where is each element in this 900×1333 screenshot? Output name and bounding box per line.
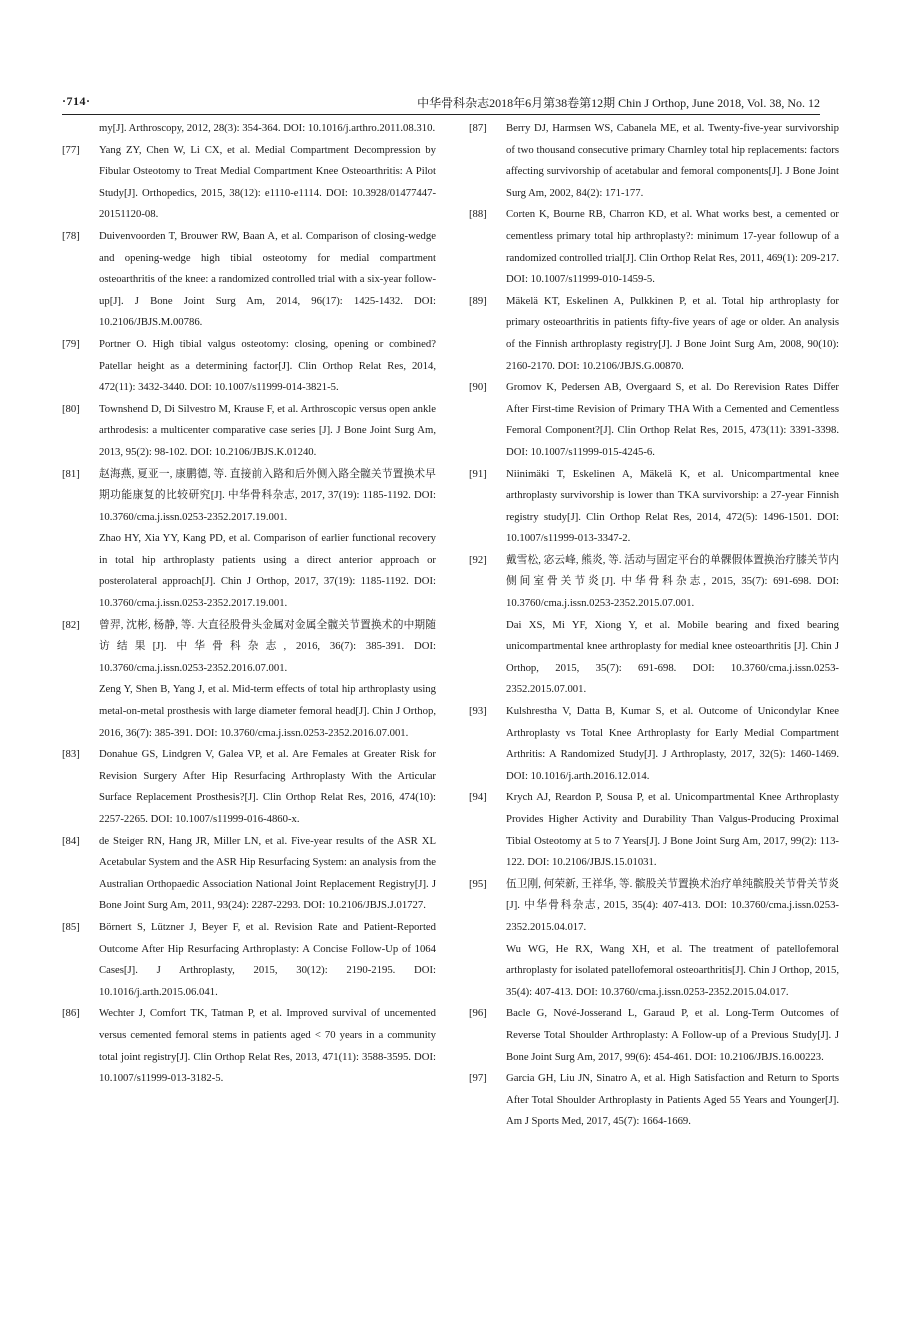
reference-text: Krych AJ, Reardon P, Sousa P, et al. Unicompartmental Knee Arthroplasty Provides Higher Activity and Durability Than Valgus-Producing Proximal Tibial Osteotomy at 5 to 7 Years[J]. J Bone Joint Surg Am, 2017, 99(2): 113-122. DOI: 10.2106/JBJS.15.01031. <box>506 791 839 869</box>
reference-item <box>62 118 436 140</box>
reference-text: 戴雪松, 宓云峰, 熊炎, 等. 活动与固定平台的单髁假体置换治疗膝关节内侧间室骨关节炎[J]. 中华骨科杂志, 2015, 35(7): 691-698. DOI: 10.3760/cma.j.issn.0253-2352.2015.07.001. <box>506 553 839 610</box>
reference-text: Yang ZY, Chen W, Li CX, et al. Medial Compartment Decompression by Fibular Osteotomy to Treat Medial Compartment Knee Osteoarthritis: A Pilot Study[J]. Orthopedics, 2015, 38(12): e1110-e1114. DOI: 10.3928/01477447-20151120-08. <box>99 143 436 221</box>
reference-number: [96] <box>469 1007 487 1020</box>
reference-number: [77] <box>62 143 80 156</box>
reference-text: Kulshrestha V, Datta B, Kumar S, et al. Outcome of Unicondylar Knee Arthroplasty vs Total Knee Arthroplasty for Early Medial Compartment Arthritis: A Randomized Study[J]. J Arthroplasty, 2017, 32(5): 1460-1469. DOI: 10.1016/j.arth.2016.12.014. <box>506 705 839 782</box>
reference-number: [82] <box>62 618 80 631</box>
reference-number: [95] <box>469 877 487 890</box>
reference-item <box>62 140 436 226</box>
reference-text: Berry DJ, Harmsen WS, Cabanela ME, et al. Twenty-five-year survivorship of two thousand consecutive primary Charnley total hip replacements: factors affecting survivorship of acetabular and femoral components[J]. J Bone Joint Surg Am, 2002, 84(2): 171-177. <box>506 122 839 199</box>
reference-number: [80] <box>62 402 80 415</box>
reference-text-english: Zeng Y, Shen B, Yang J, et al. Mid-term effects of total hip arthroplasty using metal-on-metal prosthesis with large diameter femoral head[J]. Chin J Orthop, 2016, 36(7): 385-391. DOI: 10.3760/cma.j.issn.0253-2352.2016.07.001. <box>99 683 436 739</box>
reference-text: Mäkelä KT, Eskelinen A, Pulkkinen P, et al. Total hip arthroplasty for primary osteoarthritis in patients fifty-five years of age or older. An analysis of the Finnish arthroplasty registry[J]. J Bone Joint Surg Am, 2008, 90(10): 2160-2170. DOI: 10.2106/JBJS.G.00870. <box>506 294 839 372</box>
reference-number: [92] <box>469 553 487 566</box>
reference-item <box>62 1003 436 1089</box>
reference-text: Garcia GH, Liu JN, Sinatro A, et al. High Satisfaction and Return to Sports After Total Shoulder Arthroplasty in Patients Aged 55 Years and Younger[J]. Am J Sports Med, 2017, 45(7): 1664-1669. <box>506 1072 839 1128</box>
reference-number: [79] <box>62 337 80 350</box>
reference-text: Donahue GS, Lindgren V, Galea VP, et al. Are Females at Greater Risk for Revision Surgery After Hip Resurfacing Arthroplasty With the Articular Surface Replacement Prosthesis?[J]. Clin Orthop Relat Res, 2016, 474(10): 2257-2265. DOI: 10.1007/s11999-016-4860-x. <box>99 748 436 825</box>
reference-number: [81] <box>62 467 80 480</box>
reference-text: Duivenvoorden T, Brouwer RW, Baan A, et al. Comparison of closing-wedge and opening-wedge high tibial osteotomy for medial compartment osteoarthritis of the knee: a randomized controlled trial with a six-year follow-up[J]. J Bone Joint Surg Am, 2014, 96(17): 1425-1432. DOI: 10.2106/JBJS.M.00786. <box>99 229 436 329</box>
reference-text-english: Dai XS, Mi YF, Xiong Y, et al. Mobile bearing and fixed bearing unicompartmental knee arthroplasty for medial knee osteoarthritis [J]. Chin J Orthop, 2015, 35(7): 691-698. DOI: 10.3760/cma.j.issn.0253-2352.2015.07.001. <box>506 618 839 696</box>
reference-text-english: Wu WG, He RX, Wang XH, et al. The treatment of patellofemoral arthroplasty for isolated patellofemoral osteoarthritis[J]. Chin J Orthop, 2015, 35(4): 407-413. DOI: 10.3760/cma.j.issn.0253-2352.2015.04.017. <box>506 942 839 998</box>
reference-item <box>62 744 436 830</box>
reference-item <box>469 874 839 1004</box>
reference-text: 伍卫刚, 何荣新, 王祥华, 等. 髌股关节置换术治疗单纯髌股关节骨关节炎[J]. 中华骨科杂志, 2015, 35(4): 407-413. DOI: 10.3760/cma.j.issn.0253-2352.2015.04.017. <box>506 877 839 933</box>
reference-number: [84] <box>62 834 80 847</box>
reference-item <box>62 226 436 334</box>
reference-item <box>469 118 839 204</box>
reference-text: Corten K, Bourne RB, Charron KD, et al. What works best, a cemented or cementless primary total hip arthroplasty?: minimum 17-year followup of a randomized controlled trial[J]. Clin Orthop Relat Res, 2011, 469(1): 209-217. DOI: 10.1007/s11999-010-1459-5. <box>506 208 839 286</box>
reference-item <box>469 1068 839 1133</box>
reference-item <box>62 917 436 1003</box>
page-number: ·714· <box>62 94 91 108</box>
reference-column-right <box>469 118 839 1133</box>
reference-number: [90] <box>469 381 487 394</box>
reference-text: Portner O. High tibial valgus osteotomy: closing, opening or combined? Patellar height as a determining factor[J]. Clin Orthop Relat Res, 2014, 472(11): 3432-3440. DOI: 10.1007/s11999-014-3821-5. <box>99 337 436 394</box>
reference-item <box>62 464 436 615</box>
reference-item <box>469 464 839 550</box>
reference-number: [86] <box>62 1007 80 1020</box>
header-divider <box>62 114 820 115</box>
reference-text: Niinimäki T, Eskelinen A, Mäkelä K, et al. Unicompartmental knee arthroplasty survivorship is lower than TKA survivorship: a 27-year Finnish registry study[J]. Clin Orthop Relat Res, 2014, 472(5): 1496-1501. DOI: 10.1007/s11999-013-3347-2. <box>506 467 839 545</box>
reference-column-left <box>62 118 436 1090</box>
reference-item <box>62 831 436 917</box>
reference-item <box>469 787 839 873</box>
reference-item <box>469 377 839 463</box>
reference-item <box>469 291 839 377</box>
reference-text: Townshend D, Di Silvestro M, Krause F, et al. Arthroscopic versus open ankle arthrodesis: a multicenter comparative case series [J]. J Bone Joint Surg Am, 2013, 95(2): 98-102. DOI: 10.2106/JBJS.K.01240. <box>99 402 436 458</box>
reference-text: Gromov K, Pedersen AB, Overgaard S, et al. Do Rerevision Rates Differ After First-time Revision of Primary THA With a Cemented and Cementless Femoral Component?[J]. Clin Orthop Relat Res, 2015, 473(11): 3391-3398. DOI: 10.1007/s11999-015-4245-6. <box>506 381 839 458</box>
reference-text-english: Zhao HY, Xia YY, Kang PD, et al. Comparison of earlier functional recovery in total hip arthroplasty patients using a direct anterior approach or posterolateral approach[J]. Chin J Orthop, 2017, 37(19): 1185-1192. DOI: 10.3760/cma.j.issn.0253-2352.2017.19.001. <box>99 532 436 610</box>
running-header: 中华骨科杂志2018年6月第38卷第12期 Chin J Orthop, June 2018, Vol. 38, No. 12 <box>417 96 820 110</box>
reference-text: de Steiger RN, Hang JR, Miller LN, et al. Five-year results of the ASR XL Acetabular System and the ASR Hip Resurfacing System: an analysis from the Australian Orthopaedic Association National Joint Replacement Registry[J]. J Bone Joint Surg Am, 2011, 93(24): 2287-2293. DOI: 10.2106/JBJS.J.01727. <box>99 834 436 912</box>
reference-text: Börnert S, Lützner J, Beyer F, et al. Revision Rate and Patient-Reported Outcome After Hip Resurfacing Arthroplasty: A Concise Follow-Up of 1064 Cases[J]. J Arthroplasty, 2015, 30(12): 2190-2195. DOI: 10.1016/j.arth.2015.06.041. <box>99 920 436 998</box>
reference-number: [94] <box>469 791 487 804</box>
reference-text: Bacle G, Nové-Josserand L, Garaud P, et al. Long-Term Outcomes of Reverse Total Shoulder Arthroplasty: A Follow-up of a Previous Study[J]. J Bone Joint Surg Am, 2017, 99(6): 454-461. DOI: 10.2106/JBJS.16.00223. <box>506 1007 839 1063</box>
reference-number: [83] <box>62 748 80 761</box>
reference-item <box>469 1003 839 1068</box>
reference-number: [97] <box>469 1072 487 1085</box>
reference-text: Wechter J, Comfort TK, Tatman P, et al. Improved survival of uncemented versus cemented femoral stems in patients aged < 70 years in a community total joint registry[J]. Clin Orthop Relat Res, 2013, 471(11): 3588-3595. DOI: 10.1007/s11999-013-3182-5. <box>99 1007 436 1085</box>
reference-number: [78] <box>62 229 80 242</box>
reference-number: [91] <box>469 467 487 480</box>
reference-item <box>469 204 839 290</box>
reference-number: [89] <box>469 294 487 307</box>
reference-text: my[J]. Arthroscopy, 2012, 28(3): 354-364. DOI: 10.1016/j.arthro.2011.08.310. <box>99 122 436 134</box>
reference-item <box>469 550 839 701</box>
reference-item <box>62 334 436 399</box>
reference-number: [87] <box>469 122 487 134</box>
reference-text: 曾羿, 沈彬, 杨静, 等. 大直径股骨头金属对金属全髋关节置换术的中期随访结果[J]. 中华骨科杂志, 2016, 36(7): 385-391. DOI: 10.3760/cma.j.issn.0253-2352.2016.07.001. <box>99 618 436 674</box>
reference-number: [93] <box>469 705 487 718</box>
reference-item <box>62 615 436 745</box>
reference-item <box>469 701 839 787</box>
reference-number: [88] <box>469 208 487 221</box>
reference-item <box>62 399 436 464</box>
reference-number: [85] <box>62 920 80 933</box>
reference-text: 赵海燕, 夏亚一, 康鹏德, 等. 直接前入路和后外侧入路全髋关节置换术早期功能康复的比较研究[J]. 中华骨科杂志, 2017, 37(19): 1185-1192. DOI: 10.3760/cma.j.issn.0253-2352.2017.19.001. <box>99 467 436 523</box>
